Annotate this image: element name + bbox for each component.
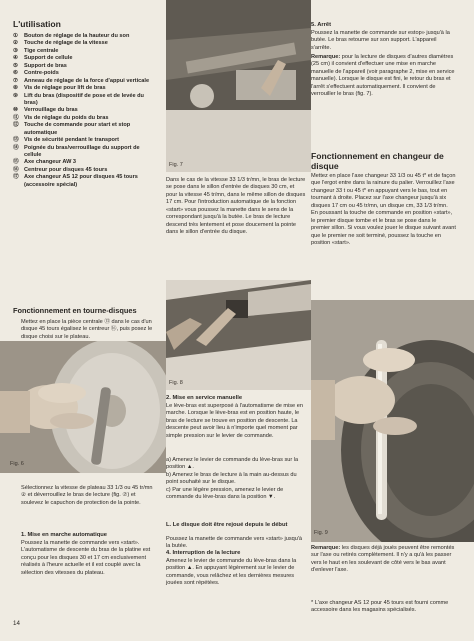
legend-label: Poignée du bras/verrouillage du support de cellule: [24, 144, 140, 158]
note1-label: Remarque:: [311, 54, 341, 60]
figure-9-illustration: [311, 300, 474, 542]
legend-item: [13, 70, 153, 77]
figure-8-caption: Fig. 8: [169, 380, 183, 386]
note1-text: pour la lecture de disques d'autres diamètres (25 cm) il convient d'effectuer une mise en marche manuelle de l'appareil (voir paragraphe 2, mise en service manuelle). Lorsque le disque est fini, le retour du bras et l'arrêt s'effectuent automatiquement. Il convient de verrouiller le bras (fig. 7).: [311, 54, 455, 98]
legend-number: ⑪: [13, 114, 19, 121]
note2-text: les disques déjà joués peuvent être remontés sur l'axe ou retirés complètement. Il n'y a qu'à les passer vers le haut en les soulevant de côté vers le bas avant d'enlever l'axe.: [311, 545, 455, 574]
page-number: 14: [13, 620, 20, 627]
legend-label: Verrouillage du bras: [24, 107, 78, 114]
legend-number: ⑫: [13, 122, 19, 129]
legend-item: [13, 122, 153, 137]
note2-label: Remarque:: [311, 545, 341, 551]
legend-item: [13, 107, 153, 114]
figure-6-caption: Fig. 6: [10, 461, 24, 467]
lever-step-item: c) Par une légère pression, amenez le levier de commande du lève-bras dans la position ▼.: [166, 486, 284, 501]
legend-item: [13, 63, 153, 70]
legend-number: ⑩: [13, 107, 19, 114]
legend-label: Tige centrale: [24, 47, 59, 54]
legend-label: Vis de réglage pour lift de bras: [24, 85, 106, 92]
legend-item: [13, 93, 153, 108]
figure-9-caption: Fig. 9: [314, 530, 328, 536]
legend-label: Anneau de réglage de la force d'appui verticale: [24, 77, 150, 84]
changer-paragraph: Mettez en place l'axe changeur 33 1/3 ou 45 t* et de façon que l'ergot entre dans la rainure du palier. Verrouillez l'axe changeur 33 t ou 45 t* en appuyant vers le bas, tout en tournant à droite. Placez sur l'axe changeur jusqu'à six disques 17 cm ou 45 tr/mn, un disque cm, 33 1/3 tr/mn. En poussant la touche de commande en position «start», le premier disque tombe et le bras se pose dans le premier sillon. Si vous voulez jouer le disque suivant avant que le premier ne soit terminé, poussez la touche en position «start».: [311, 173, 456, 246]
step5-paragraph: Poussez la manette de commande sur estop» jusqu'à la butée. Le bras retourne sur son support. L'appareil s'arrête.: [311, 30, 450, 51]
lever-steps-list: [166, 457, 306, 502]
legend-item: [13, 145, 153, 160]
figure-7-caption: Fig. 7: [169, 162, 183, 168]
legend-label: Touche de réglage de la vitesse: [24, 40, 108, 47]
section-title-changer-mode: Fonctionnement en changeur de disque: [311, 151, 444, 172]
figure-8: [166, 280, 311, 390]
step4-paragraph: Amenez le levier de commande du lève-bras dans la position ▲. En appuyant légèrement sur le levier de commande, vous relâchez et les dernières mesures jouées sont répétées.: [166, 558, 297, 587]
legend-label: Vis de réglage du poids du bras: [24, 114, 109, 121]
legend-number: ⑰: [13, 174, 19, 181]
legend-label: Centreur pour disques 45 tours: [24, 166, 108, 173]
legend-item: [13, 174, 153, 189]
figure-6-illustration: [0, 341, 166, 473]
figure-8-illustration: [166, 280, 311, 390]
note2-paragraph: [311, 545, 461, 575]
legend-number: ⑦: [13, 77, 19, 84]
legend-number: ⑧: [13, 85, 19, 92]
legend-number: ⑤: [13, 62, 19, 69]
step2-paragraph: Le lève-bras est superposé à l'automatisme de mise en marche. Lorsque le lève-bras est en position haute, le bras de lecture se trouve en position de descente. La descente peut avoir lieu à n'importe quel moment par simple pression sur le levier de commande.: [166, 403, 303, 439]
figure-7-illustration: [166, 0, 311, 172]
legend-number: ③: [13, 47, 19, 54]
legend-item: [13, 85, 153, 92]
legend-item: [13, 78, 153, 85]
replay-heading: L. Le disque doit être rejoué depuis le début: [166, 522, 288, 528]
legend-label: Axe changeur AS 12 pour disques 45 tours (accessoire spécial): [24, 174, 138, 188]
speed-selection-paragraph: Sélectionnez la vitesse de plateau 33 1/3 ou 45 tr/mn ② et déverrouillez le bras de lecture (fig. ⑦) et soulevez le capuchon de protection de la pointe.: [21, 485, 153, 506]
section-title-utilisation: L'utilisation: [13, 19, 61, 29]
legend-number: ②: [13, 40, 19, 47]
step4-heading: 4. Interruption de la lecture: [166, 550, 241, 556]
legend-label: Bouton de réglage de la hauteur du son: [24, 33, 130, 39]
legend-item: [13, 159, 153, 166]
step2-heading: 2. Mise en service manuelle: [166, 395, 243, 401]
parts-legend-list: [13, 33, 153, 189]
step1-heading: 1. Mise en marche automatique: [21, 532, 108, 538]
figure-6: [0, 341, 166, 473]
figure-9: [311, 300, 474, 542]
start-function-paragraph: Dans le cas de la vitesse 33 1/3 tr/mn, le bras de lecture se pose dans le sillon d'entrée de disques 30 cm, et pour la vitesse 45 tr/mn, dans le même sillon de disques 17 cm. Pour l'introduction automatique de la fonction «start» vous poussez la manette dans le sens de la correspondant jusqu'à la butée. Le bras de lecture descend très lentement et pose doucement la pointe dans le sillon d'entrée du disque.: [166, 177, 306, 236]
section-title-turntable-mode: Fonctionnement en tourne-disques: [13, 306, 137, 315]
step1-paragraph: Poussez la manette de commande vers «start». L'automatisme de descente du bras de la platine est conçu pour les disques 30 et 17 cm exclusivement réalisés à l'heure actuelle et il est couplé avec la sélection des vitesses du plateau.: [21, 540, 151, 576]
legend-item: [13, 40, 153, 47]
legend-item: [13, 167, 153, 174]
legend-item: [13, 137, 153, 144]
footnote: * L'axe changeur AS 12 pour 45 tours est fourni comme accessoire dans les magasins spécialisés.: [311, 600, 449, 614]
legend-number: ①: [13, 33, 19, 39]
lever-step-item: b) Amenez le bras de lecture à la main au-dessus du point souhaité sur le disque.: [166, 471, 297, 486]
legend-label: Support de cellule: [24, 55, 73, 62]
legend-label: Lift du bras (dispositif de pose et de levée du bras): [24, 92, 144, 106]
step5-heading: 5. Arrêt: [311, 22, 332, 28]
legend-label: Support de bras: [24, 62, 67, 69]
figure-7: [166, 0, 311, 172]
legend-label: Contre-poids: [24, 70, 59, 77]
legend-item: [13, 115, 153, 122]
legend-number: ⑨: [13, 92, 19, 99]
legend-label: Touche de commande pour start et stop automatique: [24, 122, 131, 136]
turntable-intro-paragraph: Mettez en place la pièce centrale ⑬ dans le cas d'un disque 45 tours égalisez le centreur ⑯, puis posez le disque choisi sur le plateau.: [21, 319, 153, 340]
legend-label: Axe changeur AW 3: [24, 159, 77, 166]
replay-paragraph: Poussez la manette de commande vers «start» jusqu'à la butée.: [166, 536, 303, 550]
legend-number: ④: [13, 55, 19, 62]
legend-item: [13, 33, 153, 40]
lever-step-item: a) Amenez le levier de commande du lève-bras sur la position ▲.: [166, 457, 299, 471]
note1-paragraph: [311, 54, 456, 99]
legend-number: ⑯: [13, 166, 19, 173]
legend-number: ⑬: [13, 137, 19, 144]
legend-item: [13, 48, 153, 55]
legend-number: ⑮: [13, 159, 19, 166]
legend-number: ⑭: [13, 144, 19, 151]
legend-number: ⑥: [13, 70, 19, 77]
legend-label: Vis de sécurité pendant le transport: [24, 137, 120, 144]
legend-item: [13, 55, 153, 62]
